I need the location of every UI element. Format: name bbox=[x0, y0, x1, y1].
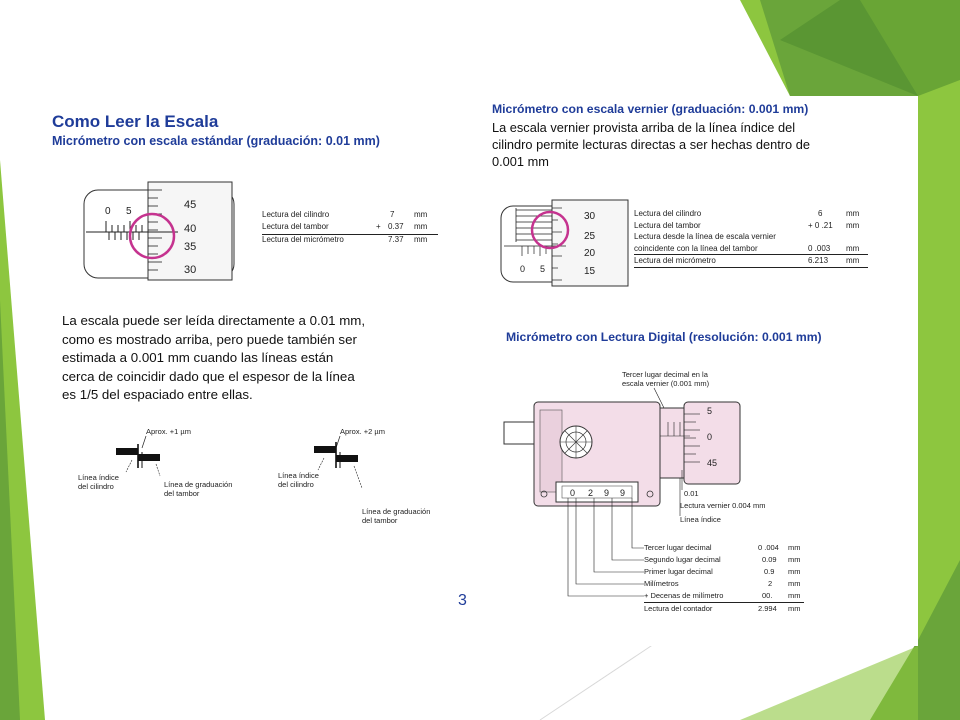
reading-unit: mm bbox=[788, 579, 801, 588]
reading-label: Tercer lugar decimal bbox=[644, 543, 712, 552]
reading-value: 0.09 bbox=[762, 555, 777, 564]
reading-label: Lectura del micrómetro bbox=[634, 256, 716, 265]
note-value: 0.01 bbox=[684, 489, 699, 498]
vernier-reading-note: Lectura vernier 0.004 mm bbox=[680, 501, 766, 510]
digital-reading-table bbox=[644, 542, 804, 615]
reading-value: 2 bbox=[768, 579, 773, 588]
sleeve-number: 0 bbox=[105, 206, 111, 217]
reading-label: Lectura del micrómetro bbox=[262, 235, 344, 244]
paragraph-line: es 1/5 del espaciado entre ellas. bbox=[62, 387, 253, 402]
reading-sign: + bbox=[376, 222, 381, 231]
grad-line-label: Línea de graduación bbox=[362, 507, 431, 516]
reading-label: + Decenas de milímetro bbox=[644, 591, 724, 600]
counter-digit: 9 bbox=[604, 488, 610, 498]
vernier-text-line: cilindro permite lecturas directas a ser hechas dentro de bbox=[492, 137, 810, 152]
reading-unit: mm bbox=[414, 235, 428, 244]
vernier-reading-table bbox=[634, 208, 868, 268]
reading-label: Milímetros bbox=[644, 579, 679, 588]
reading-label: Primer lugar decimal bbox=[644, 567, 713, 576]
thimble-number: 45 bbox=[184, 199, 197, 211]
paragraph-line: como es mostrado arriba, pero puede también ser bbox=[62, 331, 357, 347]
paragraph-line: cerca de coincidir dado que el espesor de la línea bbox=[62, 368, 355, 384]
standard-micrometer-dial bbox=[80, 178, 240, 284]
figure-approx-2um bbox=[274, 424, 464, 528]
grad-line-label: del tambor bbox=[362, 516, 398, 525]
reading-unit: mm bbox=[414, 222, 428, 231]
approx-label: Aprox. +1 µm bbox=[146, 427, 191, 436]
thimble-number: 5 bbox=[707, 406, 713, 416]
reading-unit: mm bbox=[846, 209, 860, 218]
reading-unit: mm bbox=[788, 604, 801, 613]
paragraph-line: estimada a 0.001 mm cuando las líneas están bbox=[62, 350, 334, 365]
thimble-number: 20 bbox=[584, 248, 596, 259]
vernier-text-line: La escala vernier provista arriba de la línea índice del bbox=[492, 120, 796, 135]
callout-text: escala vernier (0.001 mm) bbox=[622, 379, 710, 388]
counter-digit: 2 bbox=[588, 488, 594, 498]
reading-value: 0.9 bbox=[764, 567, 775, 576]
reading-unit: mm bbox=[788, 555, 801, 564]
sleeve-number: 5 bbox=[540, 264, 546, 274]
digital-heading: Micrómetro con Lectura Digital (resolución: 0.001 mm) bbox=[506, 330, 822, 344]
explanation-paragraph bbox=[62, 312, 438, 405]
reading-label: Lectura del tambor bbox=[262, 222, 329, 231]
reading-unit: mm bbox=[788, 567, 801, 576]
reading-value: 6 bbox=[818, 209, 823, 218]
counter-digit: 0 bbox=[570, 488, 576, 498]
index-line-label: Línea índice bbox=[78, 473, 119, 482]
reading-label: Lectura del tambor bbox=[634, 220, 701, 230]
thimble-number: 25 bbox=[584, 231, 596, 242]
reading-label: Lectura del cilindro bbox=[262, 210, 330, 219]
reading-value: 0 .003 bbox=[808, 243, 831, 253]
reading-unit: mm bbox=[846, 220, 860, 230]
approx-label: Aprox. +2 µm bbox=[340, 427, 385, 436]
standard-subheading: Micrómetro con escala estándar (graduación: 0.01 mm) bbox=[52, 134, 380, 148]
thimble-number: 0 bbox=[707, 432, 713, 442]
reading-value: + 0 .21 bbox=[808, 220, 833, 230]
reading-unit: mm bbox=[846, 256, 860, 265]
reading-unit: mm bbox=[414, 210, 428, 219]
thimble-number: 15 bbox=[584, 266, 596, 277]
reading-unit: mm bbox=[788, 543, 801, 552]
reading-value: 2.994 bbox=[758, 604, 777, 613]
grad-line-label: del tambor bbox=[164, 489, 200, 498]
figure-approx-1um bbox=[72, 424, 262, 504]
standard-reading-table bbox=[262, 210, 438, 247]
thimble-number: 35 bbox=[184, 241, 197, 253]
reading-label: Lectura del contador bbox=[644, 604, 713, 613]
thimble-number: 30 bbox=[584, 211, 596, 222]
counter-digit: 9 bbox=[620, 488, 626, 498]
reading-value: 0 .004 bbox=[758, 543, 779, 552]
reading-label: Segundo lugar decimal bbox=[644, 555, 721, 564]
reading-value: 6.213 bbox=[808, 256, 829, 265]
reading-label: Lectura del cilindro bbox=[634, 209, 702, 218]
reading-label: coincidente con la línea del tambor bbox=[634, 243, 758, 253]
thimble-number: 40 bbox=[184, 223, 197, 235]
decor-line bbox=[540, 640, 660, 720]
reading-value: 0.37 bbox=[388, 222, 404, 231]
vernier-text bbox=[492, 119, 902, 170]
reading-unit: mm bbox=[788, 591, 801, 600]
section-heading: Como Leer la Escala bbox=[52, 112, 219, 131]
grad-line-label: Línea de graduación bbox=[164, 480, 233, 489]
reading-value: 00. bbox=[762, 591, 773, 600]
thimble-number: 30 bbox=[184, 264, 197, 276]
thimble-number: 45 bbox=[707, 458, 718, 468]
callout-text: Tercer lugar decimal en la bbox=[622, 370, 708, 379]
page-number: 3 bbox=[458, 592, 467, 609]
index-line-note: Línea índice bbox=[680, 515, 721, 524]
index-line-label: Línea índice bbox=[278, 471, 319, 480]
index-line-label: del cilindro bbox=[78, 482, 114, 491]
reading-value: 7 bbox=[390, 210, 395, 219]
reading-unit: mm bbox=[846, 243, 860, 253]
reading-label: Lectura desde la línea de escala vernier bbox=[634, 232, 776, 241]
paragraph-line: La escala puede ser leída directamente a 0.01 mm, bbox=[62, 313, 366, 328]
vernier-micrometer-dial bbox=[498, 198, 632, 288]
reading-value: 7.37 bbox=[388, 235, 404, 244]
vernier-heading: Micrómetro con escala vernier (graduación: 0.001 mm) bbox=[492, 102, 809, 116]
bottom-right-green-light bbox=[740, 646, 918, 720]
sleeve-number: 0 bbox=[520, 264, 526, 274]
vernier-text-line: 0.001 mm bbox=[492, 154, 549, 169]
index-line-label: del cilindro bbox=[278, 480, 314, 489]
sleeve-number: 5 bbox=[126, 206, 132, 217]
